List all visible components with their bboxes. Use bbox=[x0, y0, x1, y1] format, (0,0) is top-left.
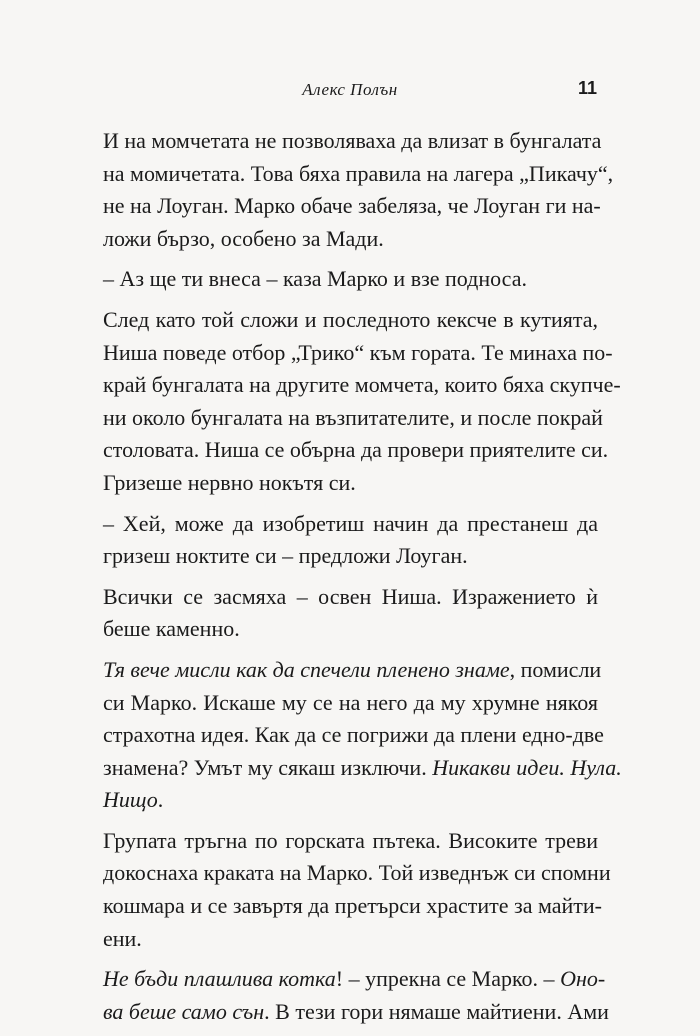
text-line: Нищо. bbox=[103, 787, 164, 813]
author-name: Алекс Полън bbox=[302, 80, 398, 99]
text-line: Ниша поведе отбор „Трико“ към гората. Те минаха по- bbox=[103, 339, 613, 365]
text-line: Групата тръгна по горската пътека. Високите треви bbox=[103, 827, 598, 853]
body-text bbox=[103, 125, 622, 1028]
text-line: гризеш ноктите си – предложи Лоуган. bbox=[103, 543, 468, 569]
text-line: докоснаха краката на Марко. Той изведнъж си спомни bbox=[103, 860, 611, 886]
text-line: И на момчетата не позволяваха да влизат в бунгалата bbox=[103, 128, 602, 153]
text-line: ни около бунгалата на възпитателите, и после покрай bbox=[103, 404, 603, 430]
text-line: – Аз ще ти внеса – каза Марко и взе подноса. bbox=[103, 266, 527, 292]
text-line: на момичетата. Това бяха правила на лагера „Пикачу“, bbox=[103, 160, 614, 186]
text-line: кошмара и се завъртя да претърси храстите за майти- bbox=[103, 893, 603, 919]
text-line: столовата. Ниша се обърна да провери приятелите си. bbox=[103, 437, 609, 463]
text-line: ени. bbox=[103, 925, 142, 951]
text-line: ложи бързо, особено за Мади. bbox=[103, 225, 384, 251]
text-line: Гризеше нервно нокътя си. bbox=[103, 469, 356, 495]
text-line: Не бъди плашлива котка! – упрекна се Марко. – Оно- bbox=[103, 966, 606, 992]
running-header bbox=[0, 80, 700, 104]
text-line: Тя вече мисли как да спечели пленено знаме, помисли bbox=[103, 656, 602, 682]
text-line: беше каменно. bbox=[103, 616, 240, 642]
text-line: След като той сложи и последното кексче в кутията, bbox=[103, 306, 598, 332]
text-line: страхотна идея. Как да се погрижи да плени едно-две bbox=[103, 722, 604, 748]
text-line: знамена? Умът му сякаш изключи. Никакви идеи. Нула. bbox=[103, 754, 622, 780]
text-line: край бунгалата на другите момчета, които бяха скупче- bbox=[103, 372, 621, 398]
text-line: – Хей, може да изобретиш начин да престанеш да bbox=[103, 510, 598, 536]
text-line: си Марко. Искаше му се на него да му хрумне някоя bbox=[103, 689, 598, 715]
page-number: 11 bbox=[577, 78, 597, 98]
text-line: не на Лоуган. Марко обаче забеляза, че Лоуган ги на- bbox=[103, 193, 601, 219]
text-line: ва беше само сън. В тези гори нямаше майтиени. Ами bbox=[103, 998, 609, 1024]
text-line: Всички се засмяха – освен Ниша. Изражението ѝ bbox=[103, 583, 598, 609]
